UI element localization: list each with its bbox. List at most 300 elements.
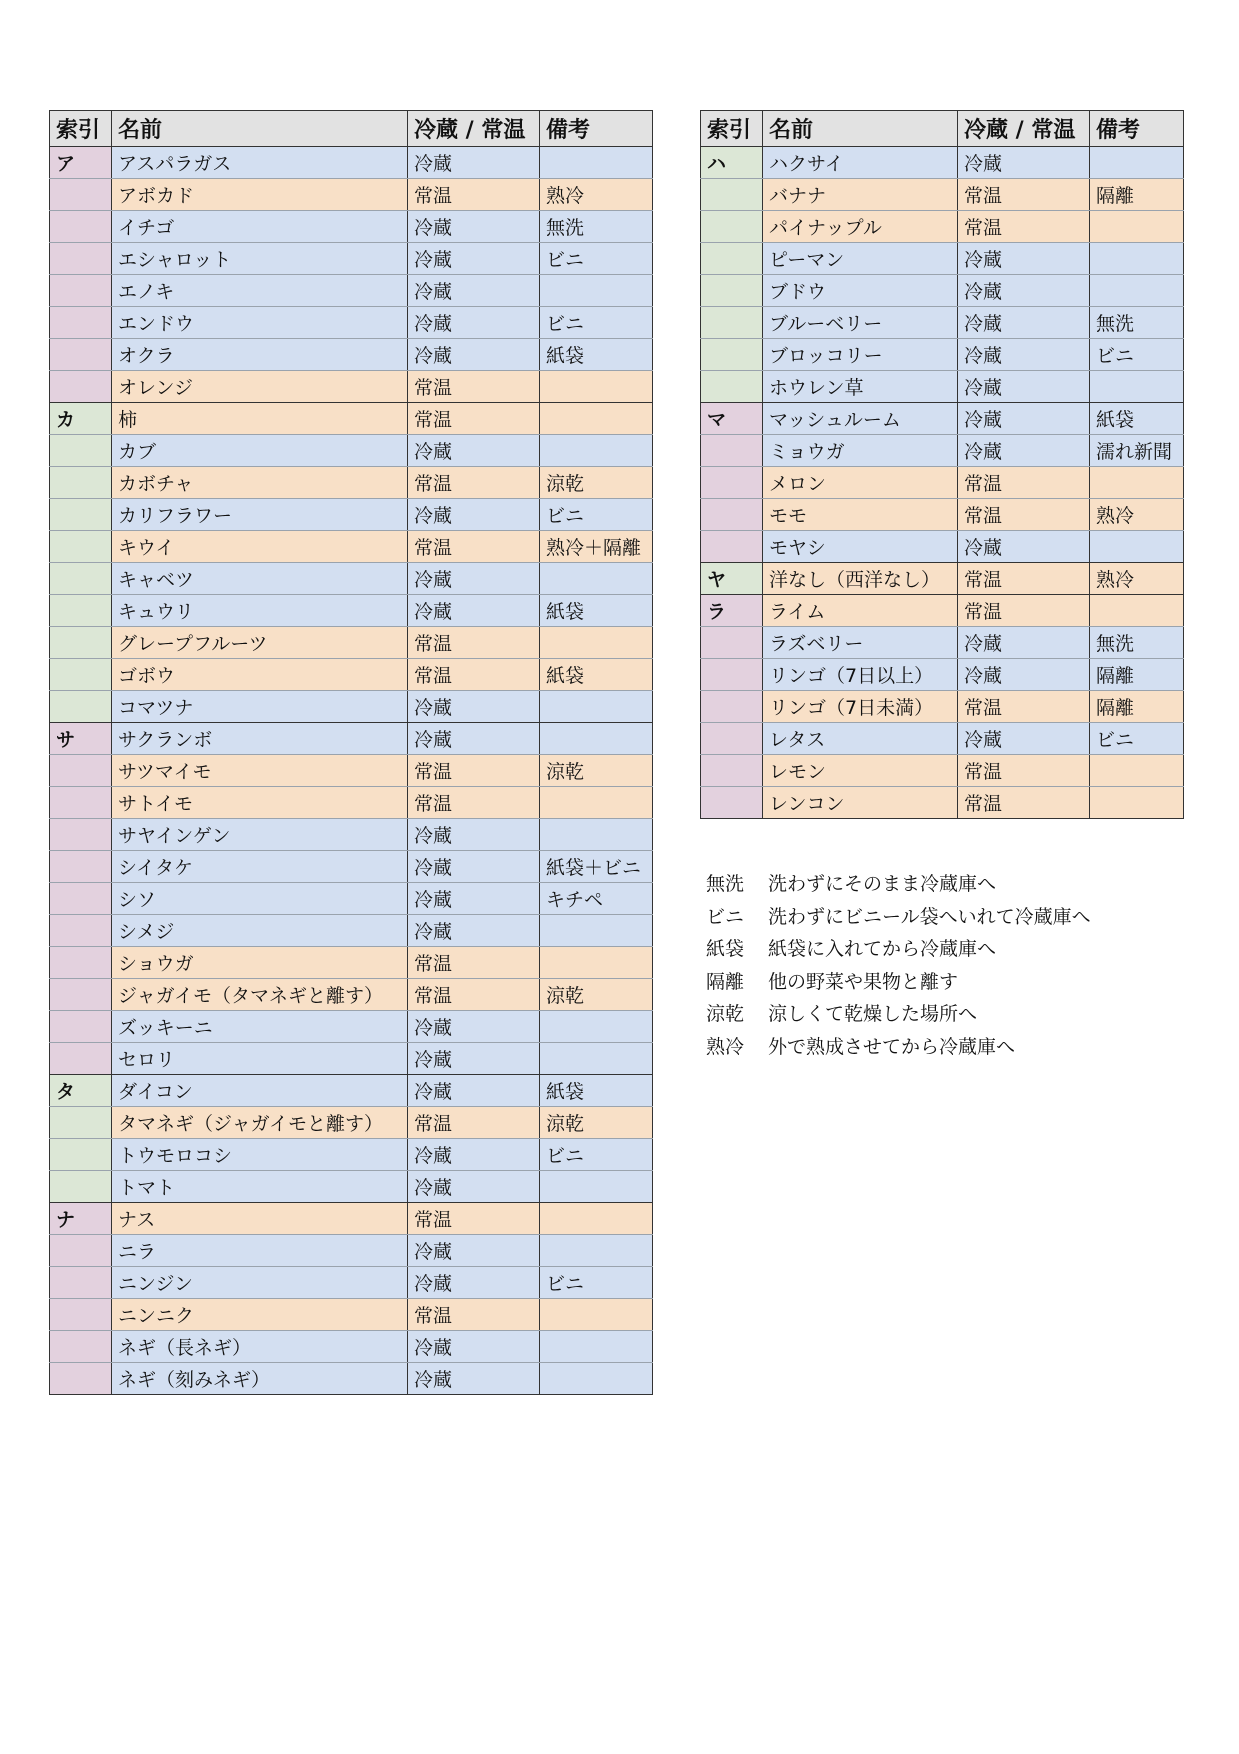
note-cell — [1090, 595, 1184, 627]
table-row — [50, 243, 653, 275]
table-row — [50, 371, 653, 403]
index-cell — [701, 659, 763, 691]
index-cell — [50, 339, 112, 371]
index-cell — [50, 595, 112, 627]
index-cell: ヤ — [701, 563, 763, 595]
index-cell: マ — [701, 403, 763, 435]
name-cell: シイタケ — [112, 851, 408, 883]
note-cell: 無洗 — [540, 211, 653, 243]
note-cell — [1090, 147, 1184, 179]
name-cell: ネギ（長ネギ） — [112, 1331, 408, 1363]
note-cell — [1090, 243, 1184, 275]
name-cell: エシャロット — [112, 243, 408, 275]
storage-cell: 常温 — [958, 179, 1090, 211]
name-cell: オレンジ — [112, 371, 408, 403]
header-note: 備考 — [540, 111, 653, 147]
storage-cell: 冷蔵 — [408, 691, 540, 723]
table-row — [701, 339, 1184, 371]
index-cell — [50, 1235, 112, 1267]
index-cell — [701, 371, 763, 403]
table-row — [50, 627, 653, 659]
note-cell — [540, 1203, 653, 1235]
name-cell: モモ — [763, 499, 958, 531]
name-cell: カブ — [112, 435, 408, 467]
note-cell — [540, 1363, 653, 1395]
index-cell — [50, 211, 112, 243]
name-cell: ネギ（刻みネギ） — [112, 1363, 408, 1395]
index-cell — [50, 755, 112, 787]
name-cell: サクランボ — [112, 723, 408, 755]
name-cell: キュウリ — [112, 595, 408, 627]
table-row — [50, 915, 653, 947]
legend-desc: 涼しくて乾燥した場所へ — [768, 1003, 978, 1025]
table-row — [701, 723, 1184, 755]
note-cell — [1090, 275, 1184, 307]
storage-cell: 常温 — [408, 979, 540, 1011]
legend-key: 紙袋 — [706, 938, 745, 960]
name-cell: エンドウ — [112, 307, 408, 339]
legend-desc: 洗わずにそのまま冷蔵庫へ — [768, 873, 997, 895]
table-row — [50, 1043, 653, 1075]
table-row — [50, 723, 653, 755]
index-cell: タ — [50, 1075, 112, 1107]
name-cell: キャベツ — [112, 563, 408, 595]
name-cell: トウモロコシ — [112, 1139, 408, 1171]
note-cell — [540, 1235, 653, 1267]
name-cell: イチゴ — [112, 211, 408, 243]
name-cell: レモン — [763, 755, 958, 787]
storage-cell: 常温 — [408, 755, 540, 787]
table-row — [50, 1139, 653, 1171]
index-cell — [50, 659, 112, 691]
table-row — [50, 1299, 653, 1331]
header-note: 備考 — [1090, 111, 1184, 147]
index-cell — [50, 883, 112, 915]
table-row — [50, 1075, 653, 1107]
index-cell — [701, 339, 763, 371]
name-cell: マッシュルーム — [763, 403, 958, 435]
index-cell — [50, 1139, 112, 1171]
table-row — [50, 339, 653, 371]
storage-cell: 冷蔵 — [958, 339, 1090, 371]
table-row — [50, 275, 653, 307]
index-cell — [50, 627, 112, 659]
note-cell: 紙袋 — [540, 339, 653, 371]
header-storage: 冷蔵 / 常温 — [408, 111, 540, 147]
storage-cell: 冷蔵 — [408, 499, 540, 531]
name-cell: ナス — [112, 1203, 408, 1235]
index-cell — [701, 531, 763, 563]
note-cell — [540, 275, 653, 307]
note-cell — [540, 563, 653, 595]
table-row — [50, 1331, 653, 1363]
storage-table-right — [700, 110, 1184, 819]
header-index: 索引 — [701, 111, 763, 147]
note-cell — [1090, 755, 1184, 787]
note-cell: ビニ — [540, 243, 653, 275]
table-row — [50, 691, 653, 723]
index-cell — [701, 275, 763, 307]
name-cell: メロン — [763, 467, 958, 499]
storage-cell: 常温 — [408, 371, 540, 403]
name-cell: アボカド — [112, 179, 408, 211]
name-cell: ニラ — [112, 1235, 408, 1267]
name-cell: サヤインゲン — [112, 819, 408, 851]
index-cell: ア — [50, 147, 112, 179]
note-cell: 隔離 — [1090, 691, 1184, 723]
storage-cell: 冷蔵 — [408, 851, 540, 883]
note-cell: 涼乾 — [540, 467, 653, 499]
table-row — [701, 499, 1184, 531]
name-cell: コマツナ — [112, 691, 408, 723]
index-cell — [50, 435, 112, 467]
table-header-row — [50, 111, 653, 147]
index-cell — [701, 243, 763, 275]
storage-cell: 冷蔵 — [408, 1267, 540, 1299]
note-cell — [540, 915, 653, 947]
storage-cell: 常温 — [958, 755, 1090, 787]
note-cell — [1090, 531, 1184, 563]
note-cell — [1090, 467, 1184, 499]
legend-desc: 外で熟成させてから冷蔵庫へ — [768, 1035, 1016, 1058]
note-cell: 熟冷 — [1090, 563, 1184, 595]
note-cell: ビニ — [540, 1267, 653, 1299]
index-cell — [50, 243, 112, 275]
name-cell: グレープフルーツ — [112, 627, 408, 659]
note-cell: 無洗 — [1090, 627, 1184, 659]
name-cell: シメジ — [112, 915, 408, 947]
storage-cell: 冷蔵 — [408, 883, 540, 915]
note-cell — [540, 147, 653, 179]
legend-item — [706, 933, 1091, 966]
index-cell — [50, 947, 112, 979]
table-row — [50, 595, 653, 627]
name-cell: ハクサイ — [763, 147, 958, 179]
legend-key: 熟冷 — [706, 1035, 745, 1058]
storage-cell: 冷蔵 — [408, 915, 540, 947]
index-cell — [701, 723, 763, 755]
name-cell: ブドウ — [763, 275, 958, 307]
index-cell — [50, 691, 112, 723]
legend-item — [706, 998, 1091, 1031]
table-row — [50, 1267, 653, 1299]
storage-cell: 冷蔵 — [958, 275, 1090, 307]
index-cell — [50, 1107, 112, 1139]
index-cell — [50, 979, 112, 1011]
storage-cell: 冷蔵 — [958, 723, 1090, 755]
legend-item — [706, 1031, 1091, 1064]
storage-cell: 常温 — [958, 563, 1090, 595]
table-row — [701, 627, 1184, 659]
legend-key: ビニ — [706, 905, 745, 928]
index-cell: サ — [50, 723, 112, 755]
name-cell: ライム — [763, 595, 958, 627]
index-cell — [50, 1331, 112, 1363]
index-cell — [701, 627, 763, 659]
table-row — [50, 979, 653, 1011]
storage-cell: 冷蔵 — [408, 1075, 540, 1107]
legend-key: 涼乾 — [706, 1003, 745, 1025]
legend-desc: 他の野菜や果物と離す — [768, 970, 959, 993]
storage-cell: 常温 — [958, 467, 1090, 499]
storage-cell: 冷蔵 — [958, 147, 1090, 179]
name-cell: 柿 — [112, 403, 408, 435]
name-cell: サトイモ — [112, 787, 408, 819]
index-cell: ラ — [701, 595, 763, 627]
storage-cell: 常温 — [408, 179, 540, 211]
storage-cell: 冷蔵 — [408, 1171, 540, 1203]
name-cell: モヤシ — [763, 531, 958, 563]
name-cell: ブルーベリー — [763, 307, 958, 339]
table-row — [50, 755, 653, 787]
storage-cell: 冷蔵 — [958, 627, 1090, 659]
name-cell: ホウレン草 — [763, 371, 958, 403]
storage-cell: 常温 — [408, 659, 540, 691]
table-row — [701, 211, 1184, 243]
storage-cell: 常温 — [408, 787, 540, 819]
name-cell: ズッキーニ — [112, 1011, 408, 1043]
name-cell: エノキ — [112, 275, 408, 307]
table-row — [50, 179, 653, 211]
name-cell: リンゴ（7日以上） — [763, 659, 958, 691]
table-row — [50, 1011, 653, 1043]
note-cell — [1090, 371, 1184, 403]
name-cell: ニンニク — [112, 1299, 408, 1331]
legend-key: 隔離 — [706, 970, 745, 993]
table-row — [50, 1203, 653, 1235]
note-cell: ビニ — [540, 1139, 653, 1171]
index-cell — [50, 787, 112, 819]
note-cell — [540, 1043, 653, 1075]
note-cell — [540, 723, 653, 755]
table-row — [701, 563, 1184, 595]
index-cell: ハ — [701, 147, 763, 179]
storage-cell: 常温 — [408, 947, 540, 979]
legend-desc: 紙袋に入れてから冷蔵庫へ — [768, 938, 997, 960]
table-row — [701, 435, 1184, 467]
storage-cell: 冷蔵 — [408, 435, 540, 467]
index-cell — [50, 179, 112, 211]
storage-cell: 冷蔵 — [408, 1043, 540, 1075]
table-row — [701, 403, 1184, 435]
note-cell — [540, 1331, 653, 1363]
storage-cell: 常温 — [408, 1299, 540, 1331]
table-row — [50, 947, 653, 979]
table-row — [701, 531, 1184, 563]
table-row — [50, 307, 653, 339]
legend-desc: 洗わずにビニール袋へいれて冷蔵庫へ — [768, 905, 1091, 928]
table-row — [701, 659, 1184, 691]
table-row — [701, 275, 1184, 307]
table-row — [701, 179, 1184, 211]
storage-cell: 冷蔵 — [408, 339, 540, 371]
index-cell — [50, 499, 112, 531]
index-cell — [50, 819, 112, 851]
note-cell: ビニ — [1090, 339, 1184, 371]
storage-cell: 常温 — [958, 211, 1090, 243]
name-cell: アスパラガス — [112, 147, 408, 179]
storage-cell: 冷蔵 — [408, 819, 540, 851]
name-cell: トマト — [112, 1171, 408, 1203]
index-cell — [50, 563, 112, 595]
storage-cell: 冷蔵 — [958, 531, 1090, 563]
storage-cell: 冷蔵 — [408, 1235, 540, 1267]
name-cell: ゴボウ — [112, 659, 408, 691]
name-cell: ラズベリー — [763, 627, 958, 659]
storage-cell: 冷蔵 — [408, 307, 540, 339]
index-cell — [701, 307, 763, 339]
index-cell — [50, 851, 112, 883]
note-cell: 隔離 — [1090, 179, 1184, 211]
index-cell — [50, 1363, 112, 1395]
note-cell: 涼乾 — [540, 755, 653, 787]
note-cell: 無洗 — [1090, 307, 1184, 339]
table-row — [50, 659, 653, 691]
note-cell: 熟冷 — [1090, 499, 1184, 531]
header-name: 名前 — [763, 111, 958, 147]
legend — [706, 868, 1091, 1063]
table-row — [50, 1171, 653, 1203]
note-cell: 紙袋 — [540, 659, 653, 691]
storage-cell: 冷蔵 — [408, 595, 540, 627]
table-row — [701, 691, 1184, 723]
storage-cell: 冷蔵 — [408, 723, 540, 755]
note-cell: キチペ — [540, 883, 653, 915]
note-cell — [540, 787, 653, 819]
storage-cell: 冷蔵 — [958, 403, 1090, 435]
index-cell — [50, 915, 112, 947]
legend-item — [706, 901, 1091, 934]
index-cell — [50, 1299, 112, 1331]
header-name: 名前 — [112, 111, 408, 147]
name-cell: パイナップル — [763, 211, 958, 243]
note-cell — [540, 1299, 653, 1331]
index-cell: カ — [50, 403, 112, 435]
storage-cell: 冷蔵 — [408, 1363, 540, 1395]
storage-cell: 冷蔵 — [958, 307, 1090, 339]
note-cell: 熟冷 — [540, 179, 653, 211]
table-row — [701, 307, 1184, 339]
table-row — [701, 595, 1184, 627]
index-cell — [701, 467, 763, 499]
note-cell — [540, 627, 653, 659]
note-cell — [1090, 211, 1184, 243]
note-cell — [540, 435, 653, 467]
storage-cell: 常温 — [958, 595, 1090, 627]
table-row — [50, 1363, 653, 1395]
note-cell: 濡れ新聞 — [1090, 435, 1184, 467]
name-cell: バナナ — [763, 179, 958, 211]
name-cell: 洋なし（西洋なし） — [763, 563, 958, 595]
table-row — [50, 467, 653, 499]
table-row — [50, 819, 653, 851]
note-cell — [540, 371, 653, 403]
table-row — [50, 531, 653, 563]
table-row — [50, 563, 653, 595]
name-cell: カリフラワー — [112, 499, 408, 531]
index-cell — [50, 275, 112, 307]
name-cell: カボチャ — [112, 467, 408, 499]
table-row — [50, 787, 653, 819]
storage-cell: 常温 — [408, 531, 540, 563]
name-cell: サツマイモ — [112, 755, 408, 787]
note-cell — [540, 1011, 653, 1043]
index-cell — [701, 787, 763, 819]
note-cell — [540, 947, 653, 979]
legend-item — [706, 966, 1091, 999]
index-cell — [701, 179, 763, 211]
name-cell: ショウガ — [112, 947, 408, 979]
table-row — [701, 467, 1184, 499]
note-cell: 紙袋＋ビニ — [540, 851, 653, 883]
name-cell: タマネギ（ジャガイモと離す） — [112, 1107, 408, 1139]
note-cell — [540, 403, 653, 435]
legend-item — [706, 868, 1091, 901]
index-cell: ナ — [50, 1203, 112, 1235]
name-cell: ジャガイモ（タマネギと離す） — [112, 979, 408, 1011]
table-row — [50, 1107, 653, 1139]
note-cell: 隔離 — [1090, 659, 1184, 691]
name-cell: レンコン — [763, 787, 958, 819]
storage-cell: 冷蔵 — [408, 243, 540, 275]
storage-cell: 常温 — [408, 467, 540, 499]
storage-cell: 常温 — [958, 499, 1090, 531]
storage-cell: 冷蔵 — [958, 371, 1090, 403]
name-cell: セロリ — [112, 1043, 408, 1075]
table-row — [701, 243, 1184, 275]
table-row — [701, 147, 1184, 179]
table-row — [50, 211, 653, 243]
storage-cell: 冷蔵 — [408, 1011, 540, 1043]
storage-cell: 冷蔵 — [408, 147, 540, 179]
storage-cell: 冷蔵 — [408, 275, 540, 307]
index-cell — [701, 755, 763, 787]
storage-cell: 常温 — [958, 691, 1090, 723]
storage-cell: 冷蔵 — [408, 1331, 540, 1363]
index-cell — [50, 371, 112, 403]
note-cell — [540, 1171, 653, 1203]
name-cell: キウイ — [112, 531, 408, 563]
name-cell: ブロッコリー — [763, 339, 958, 371]
note-cell: ビニ — [540, 499, 653, 531]
storage-cell: 常温 — [408, 403, 540, 435]
index-cell — [50, 1011, 112, 1043]
name-cell: シソ — [112, 883, 408, 915]
note-cell — [540, 819, 653, 851]
storage-cell: 冷蔵 — [958, 243, 1090, 275]
note-cell: 涼乾 — [540, 1107, 653, 1139]
storage-cell: 冷蔵 — [408, 1139, 540, 1171]
index-cell — [50, 307, 112, 339]
table-row — [50, 499, 653, 531]
note-cell: ビニ — [1090, 723, 1184, 755]
name-cell: リンゴ（7日未満） — [763, 691, 958, 723]
legend-key: 無洗 — [706, 873, 745, 895]
storage-cell: 冷蔵 — [408, 563, 540, 595]
table-row — [50, 403, 653, 435]
table-row — [701, 787, 1184, 819]
note-cell — [540, 691, 653, 723]
header-index: 索引 — [50, 111, 112, 147]
table-row — [50, 147, 653, 179]
storage-cell: 常温 — [408, 1107, 540, 1139]
storage-cell: 常温 — [408, 627, 540, 659]
table-row — [701, 755, 1184, 787]
index-cell — [50, 1171, 112, 1203]
name-cell: ニンジン — [112, 1267, 408, 1299]
index-cell — [701, 435, 763, 467]
note-cell: 涼乾 — [540, 979, 653, 1011]
